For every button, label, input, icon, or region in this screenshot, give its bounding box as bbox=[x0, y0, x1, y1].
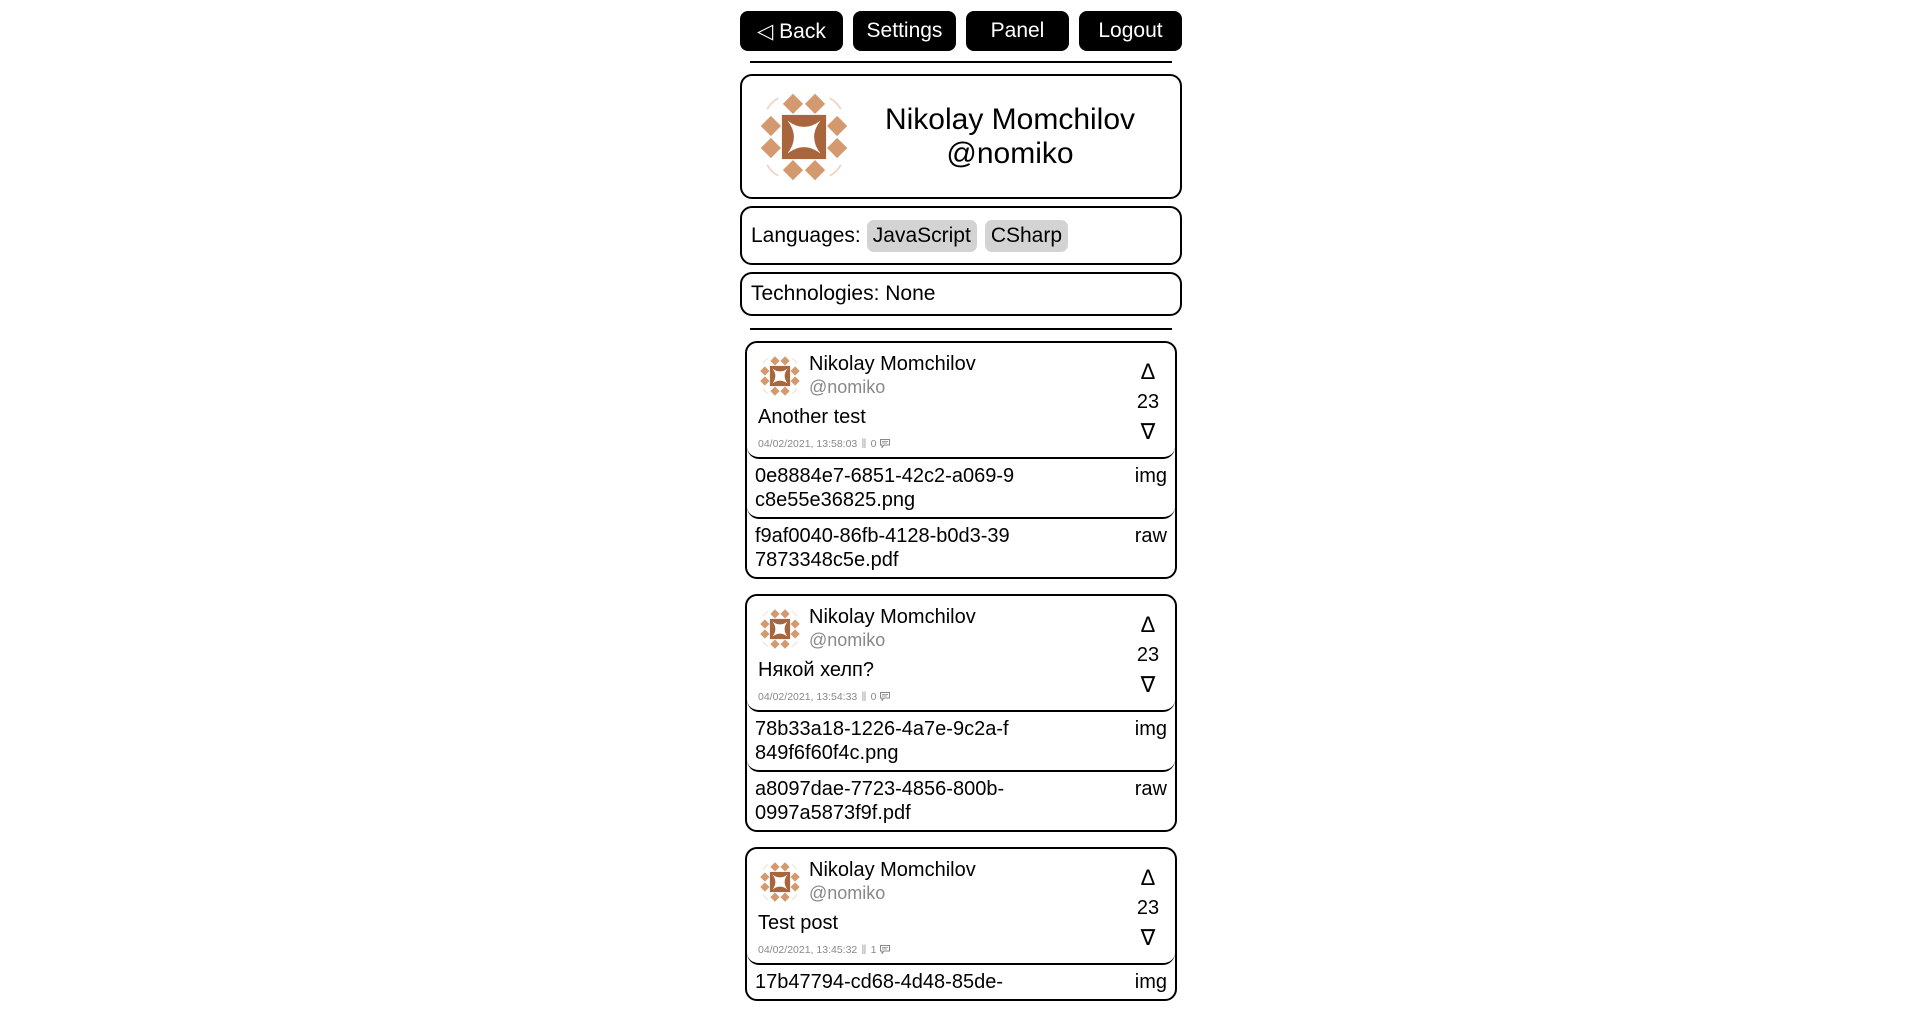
attachment-filename[interactable]: 17b47794-cd68-4d48-85de- bbox=[755, 971, 1003, 993]
comment-icon[interactable] bbox=[880, 945, 890, 954]
upvote-button[interactable]: Δ bbox=[1140, 612, 1156, 637]
post-date: 04/02/2021, 13:54:33 bbox=[758, 690, 858, 703]
post-text: Някой хелп? bbox=[758, 659, 874, 681]
profile-card bbox=[740, 74, 1182, 199]
languages-card bbox=[740, 206, 1182, 265]
vote-count: 23 bbox=[1136, 897, 1160, 919]
panel-button[interactable]: Panel bbox=[966, 11, 1069, 51]
attachment-filename[interactable]: f9af0040-86fb-4128-b0d3-397873348c5e.pdf bbox=[755, 525, 1010, 571]
post-author-name[interactable]: Nikolay Momchilov bbox=[809, 353, 976, 375]
technologies-text: Technologies: None bbox=[751, 282, 936, 305]
post-author-name[interactable]: Nikolay Momchilov bbox=[809, 859, 976, 881]
vote-widget bbox=[1133, 357, 1163, 447]
comment-count[interactable]: 1 bbox=[870, 943, 877, 956]
downvote-button[interactable]: ∇ bbox=[1140, 925, 1156, 950]
post-date: 04/02/2021, 13:45:32 bbox=[758, 943, 858, 956]
attachment-filename[interactable]: 0e8884e7-6851-42c2-a069-9c8e55e36825.png bbox=[755, 465, 1015, 511]
language-tag[interactable]: JavaScript bbox=[867, 220, 977, 252]
post-date: 04/02/2021, 13:58:03 bbox=[758, 437, 858, 450]
divider bbox=[750, 61, 1172, 63]
divider bbox=[750, 328, 1172, 330]
post-text: Another test bbox=[758, 406, 866, 428]
post-meta bbox=[758, 436, 890, 451]
downvote-button[interactable]: ∇ bbox=[1140, 672, 1156, 697]
upvote-button[interactable]: Δ bbox=[1140, 865, 1156, 890]
comment-count[interactable]: 0 bbox=[870, 690, 877, 703]
post-meta bbox=[758, 942, 890, 957]
attachment-type: raw bbox=[1134, 778, 1167, 800]
attachment-type: img bbox=[1134, 718, 1167, 740]
avatar bbox=[758, 91, 850, 183]
post-header bbox=[747, 343, 1175, 459]
profile-handle: @nomiko bbox=[946, 136, 1074, 170]
upvote-button[interactable]: Δ bbox=[1140, 359, 1156, 384]
post-list bbox=[745, 341, 1177, 1001]
attachment-type: img bbox=[1134, 465, 1167, 487]
post-author-handle[interactable]: @nomiko bbox=[809, 630, 886, 650]
post-meta bbox=[758, 689, 890, 704]
post-author-handle[interactable]: @nomiko bbox=[809, 377, 886, 397]
post-text: Test post bbox=[758, 912, 839, 934]
post-author-handle[interactable]: @nomiko bbox=[809, 883, 886, 903]
attachment-row[interactable] bbox=[747, 519, 1175, 577]
vote-widget bbox=[1133, 863, 1163, 953]
separator: ‖ bbox=[861, 436, 867, 451]
comment-icon[interactable] bbox=[880, 439, 890, 448]
separator: ‖ bbox=[861, 689, 867, 704]
post-avatar bbox=[759, 608, 801, 650]
post-avatar bbox=[759, 355, 801, 397]
downvote-button[interactable]: ∇ bbox=[1140, 419, 1156, 444]
comment-count[interactable]: 0 bbox=[870, 437, 877, 450]
post-author-name[interactable]: Nikolay Momchilov bbox=[809, 606, 976, 628]
vote-count: 23 bbox=[1136, 391, 1160, 413]
post-header bbox=[747, 849, 1175, 965]
main-column bbox=[740, 0, 1182, 1016]
logout-button[interactable]: Logout bbox=[1079, 11, 1182, 51]
technologies-card bbox=[740, 272, 1182, 316]
post-card bbox=[745, 847, 1177, 1001]
attachment-row[interactable] bbox=[747, 712, 1175, 772]
profile-name: Nikolay Momchilov bbox=[884, 102, 1136, 136]
language-tags bbox=[867, 220, 1068, 252]
separator: ‖ bbox=[861, 942, 867, 957]
post-header bbox=[747, 596, 1175, 712]
attachment-row[interactable] bbox=[747, 965, 1175, 999]
vote-widget bbox=[1133, 610, 1163, 700]
attachment-type: img bbox=[1134, 971, 1167, 993]
attachment-type: raw bbox=[1134, 525, 1167, 547]
language-tag[interactable]: CSharp bbox=[985, 220, 1068, 252]
attachment-row[interactable] bbox=[747, 459, 1175, 519]
languages-label: Languages: bbox=[751, 223, 861, 247]
attachment-filename[interactable]: a8097dae-7723-4856-800b-0997a5873f9f.pdf bbox=[755, 778, 1005, 824]
post-card bbox=[745, 594, 1177, 832]
post-avatar bbox=[759, 861, 801, 903]
post-card bbox=[745, 341, 1177, 579]
attachment-filename[interactable]: 78b33a18-1226-4a7e-9c2a-f849f6f60f4c.png bbox=[755, 718, 1009, 764]
vote-count: 23 bbox=[1136, 644, 1160, 666]
top-nav bbox=[740, 11, 1182, 51]
settings-button[interactable]: Settings bbox=[853, 11, 956, 51]
back-button[interactable]: ◁ Back bbox=[740, 11, 843, 51]
comment-icon[interactable] bbox=[880, 692, 890, 701]
attachment-row[interactable] bbox=[747, 772, 1175, 830]
